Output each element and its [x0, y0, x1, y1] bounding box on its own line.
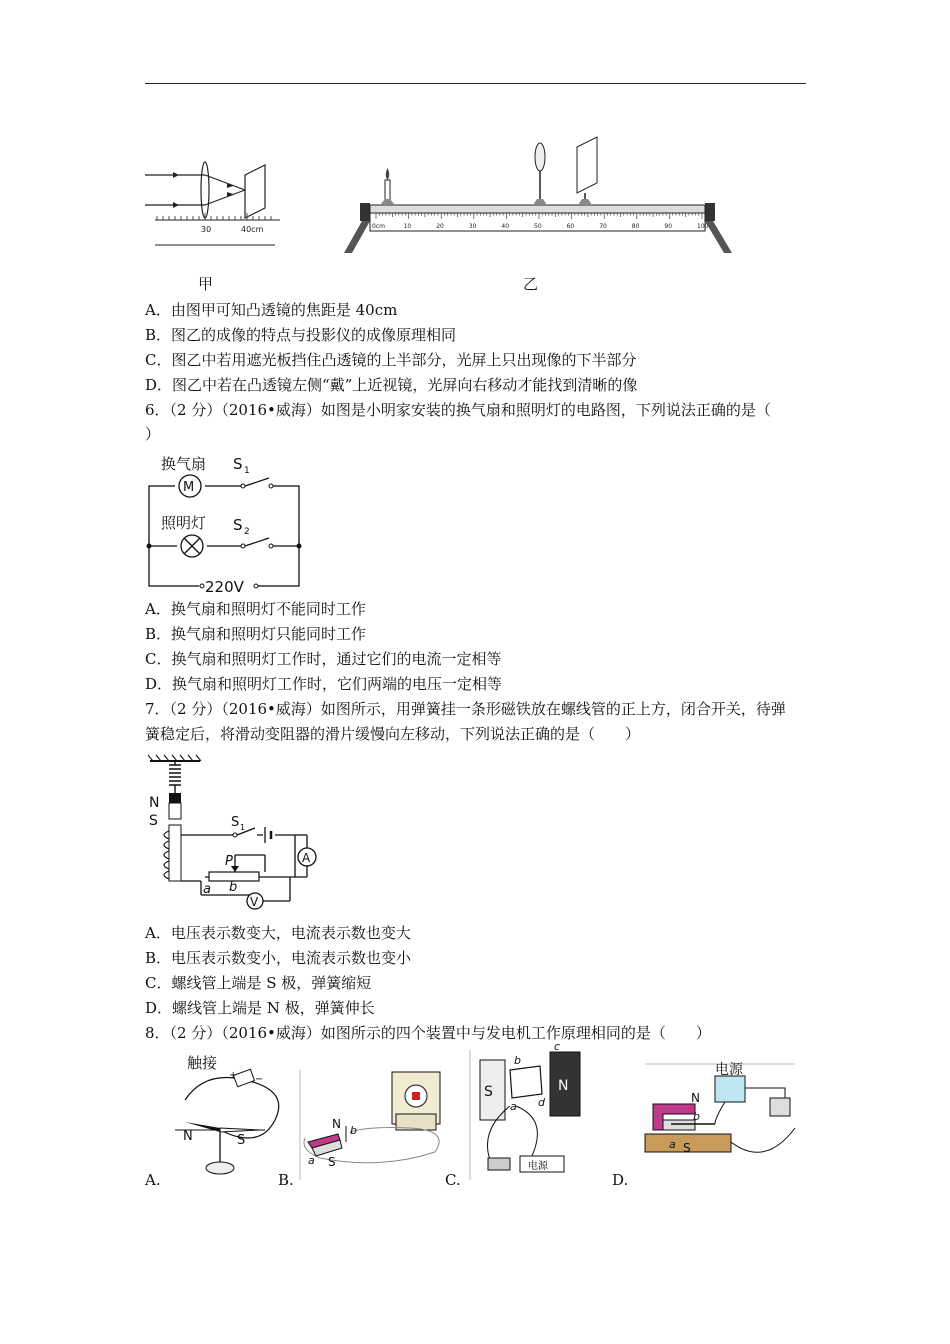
bench-tick-label: 60 [566, 223, 575, 230]
q8-choice-c: C. [445, 1171, 461, 1189]
q5-option-c: C．图乙中若用遮光板挡住凸透镜的上半部分，光屏上只出现像的下半部分 [145, 351, 637, 369]
figure-q8-b-induction [300, 1070, 450, 1180]
q7-stem-line1: 7．（2 分）（2016•威海）如图所示，用弹簧挂一条形磁铁放在螺线管的正上方，闭合开关，待弹 [145, 700, 786, 718]
q7-option-d: D．螺线管上端是 N 极，弹簧伸长 [145, 999, 375, 1017]
d-n-label: N [691, 1091, 700, 1105]
b-s-label: S [328, 1155, 336, 1169]
q7-option-a: A．电压表示数变大，电流表示数也变大 [145, 924, 411, 942]
ammeter-label: A [302, 851, 311, 865]
q8-choice-a: A. [145, 1171, 161, 1189]
voltmeter-label: V [250, 895, 259, 909]
fan-label: 换气扇 [161, 455, 207, 473]
c-c-label: c [554, 1040, 561, 1053]
plus-label: + [229, 1070, 238, 1081]
tick-40cm: 40cm [241, 225, 264, 234]
c-box-label: 电源 [528, 1161, 548, 1172]
q6-option-d: D．换气扇和照明灯工作时，它们两端的电压一定相等 [145, 675, 503, 693]
q6-stem-line1: 6．（2 分）（2016•威海）如图是小明家安装的换气扇和照明灯的电路图，下列说法正确的是（ [145, 401, 771, 419]
q8-choice-b: B. [278, 1171, 294, 1189]
magnet-s-label: S [149, 813, 158, 829]
q5-option-d: D．图乙中若在凸透镜左侧“戴”上近视镜，光屏向右移动才能找到清晰的像 [145, 376, 638, 394]
bench-tick-label: 40 [501, 223, 510, 230]
d-s-label: S [683, 1141, 691, 1155]
bench-tick-label: 70 [599, 223, 607, 230]
c-d-label: d [538, 1096, 545, 1109]
c-a-label: a [510, 1100, 517, 1113]
voltage-label: 220V [205, 578, 244, 596]
c-s-label: S [484, 1084, 493, 1100]
figure-q8-d-generator [635, 1058, 805, 1180]
d-power-label: 电源 [715, 1062, 743, 1078]
d-a-label: a [669, 1138, 676, 1151]
bench-tick-label: 100 [697, 223, 709, 230]
q5-option-b: B．图乙的成像的特点与投影仪的成像原理相同 [145, 326, 457, 344]
q7-option-c: C．螺线管上端是 S 极，弹簧缩短 [145, 974, 372, 992]
compass-n-label: N [183, 1129, 193, 1144]
figure-q8-c-motor [470, 1040, 620, 1180]
bench-tick-label: 10 [403, 223, 412, 230]
figure-yi-optical-bench [340, 135, 740, 265]
q6-stem-line2: ） [145, 425, 161, 443]
q6-option-c: C．换气扇和照明灯工作时，通过它们的电流一定相等 [145, 650, 502, 668]
magnet-n-label: N [149, 795, 160, 811]
q7-stem-line2: 簧稳定后，将滑动变阻器的滑片缓慢向左移动，下列说法正确的是（ ） [145, 725, 641, 743]
q8-stem: 8．（2 分）（2016•威海）如图所示的四个装置中与发电机工作原理相同的是（ ） [145, 1024, 711, 1042]
s1-subscript: 1 [244, 466, 250, 476]
d-b-label: b [693, 1110, 700, 1123]
lamp-label: 照明灯 [161, 514, 207, 532]
bench-tick-label: 50 [534, 223, 542, 230]
c-b-label: b [514, 1054, 521, 1067]
q8-choice-d: D. [612, 1171, 629, 1189]
point-b-label: b [229, 880, 238, 895]
b-n-label: N [332, 1117, 341, 1131]
bench-tick-label: 20 [436, 223, 444, 230]
caption-jia: 甲 [198, 275, 214, 293]
compass-s-label: S [237, 1133, 246, 1148]
s2-label: S [233, 516, 243, 534]
s1-label: S [233, 455, 243, 473]
q6-option-b: B．换气扇和照明灯只能同时工作 [145, 625, 367, 643]
header-rule [145, 83, 806, 84]
bench-tick-label: 0cm [372, 223, 385, 230]
bench-tick-label: 90 [664, 223, 673, 230]
caption-yi: 乙 [523, 275, 539, 293]
q7-s1-subscript: 1 [240, 823, 246, 832]
tick-30: 30 [201, 225, 212, 234]
q5-option-a: A．由图甲可知凸透镜的焦距是 40cm [145, 301, 398, 319]
bench-tick-label: 80 [631, 223, 640, 230]
minus-label: − [255, 1074, 264, 1085]
q6-option-a: A．换气扇和照明灯不能同时工作 [145, 600, 366, 618]
figure-q7-solenoid-circuit [145, 755, 325, 915]
figure-q8-a-oersted [165, 1050, 295, 1180]
figure-q6-parallel-circuit [145, 450, 310, 595]
slider-p-label: P [225, 854, 233, 869]
bench-tick-label: 30 [468, 223, 477, 230]
s2-subscript: 2 [244, 527, 250, 537]
q7-s1-label: S [231, 815, 240, 830]
figure-jia-lens-focus [145, 150, 285, 260]
q7-option-b: B．电压表示数变小，电流表示数也变小 [145, 949, 412, 967]
c-n-label: N [558, 1078, 569, 1094]
b-b-label: b [350, 1124, 357, 1137]
motor-symbol: M [183, 480, 195, 495]
contact-label: 触接 [187, 1054, 218, 1072]
point-a-label: a [203, 882, 211, 897]
b-a-label: a [308, 1154, 315, 1167]
